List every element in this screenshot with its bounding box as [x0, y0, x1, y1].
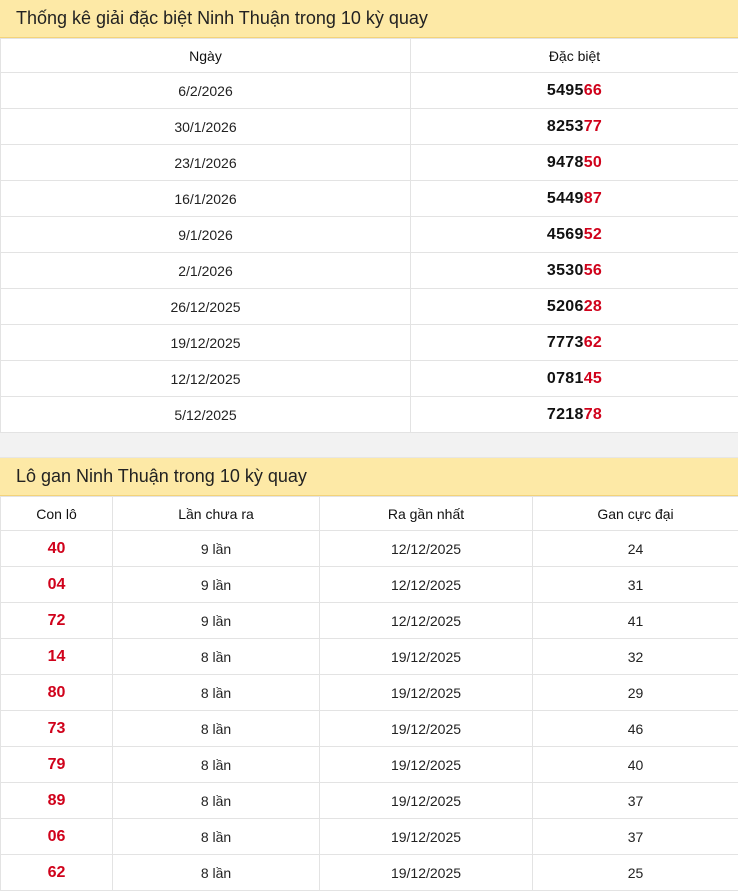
max-gan-cell: 24: [533, 531, 738, 567]
table-row: [1, 217, 738, 253]
column-header-date: Ngày: [1, 39, 411, 73]
lo-number-cell: 80: [1, 675, 113, 711]
column-header-con-lo: Con lô: [1, 497, 113, 531]
prize-head-digits: 5206: [547, 298, 584, 315]
prize-cell: [411, 397, 738, 433]
table-row: [1, 531, 738, 567]
prize-cell: [411, 253, 738, 289]
lo-number-cell: 62: [1, 855, 113, 891]
table-row: [1, 675, 738, 711]
miss-count-cell: 8 lần: [113, 819, 320, 855]
section-divider: [0, 433, 738, 458]
prize-tail-digits: 78: [584, 406, 602, 423]
lo-gan-title: Lô gan Ninh Thuận trong 10 kỳ quay: [0, 458, 738, 496]
table-row: [1, 253, 738, 289]
table-row: [1, 361, 738, 397]
last-seen-cell: 19/12/2025: [320, 747, 533, 783]
prize-cell: [411, 145, 738, 181]
special-prize-rows: [1, 73, 738, 433]
prize-head-digits: 5449: [547, 190, 584, 207]
table-header-row: [1, 39, 738, 73]
miss-count-cell: 8 lần: [113, 783, 320, 819]
table-row: [1, 819, 738, 855]
last-seen-cell: 12/12/2025: [320, 567, 533, 603]
prize-tail-digits: 45: [584, 370, 602, 387]
column-header-prize: Đặc biệt: [411, 39, 738, 73]
prize-tail-digits: 56: [584, 262, 602, 279]
max-gan-cell: 25: [533, 855, 738, 891]
lo-gan-table: [0, 496, 738, 891]
date-cell: 2/1/2026: [1, 253, 411, 289]
prize-head-digits: 7773: [547, 334, 584, 351]
lo-gan-section: [0, 458, 738, 891]
date-cell: 19/12/2025: [1, 325, 411, 361]
last-seen-cell: 12/12/2025: [320, 531, 533, 567]
table-row: [1, 109, 738, 145]
lo-number-cell: 79: [1, 747, 113, 783]
max-gan-cell: 40: [533, 747, 738, 783]
table-row: [1, 397, 738, 433]
max-gan-cell: 41: [533, 603, 738, 639]
table-row: [1, 747, 738, 783]
table-row: [1, 567, 738, 603]
lo-gan-rows: [1, 531, 738, 891]
lo-number-cell: 40: [1, 531, 113, 567]
table-row: [1, 325, 738, 361]
last-seen-cell: 19/12/2025: [320, 711, 533, 747]
column-header-gan-cuc-dai: Gan cực đại: [533, 497, 738, 531]
table-row: [1, 289, 738, 325]
date-cell: 6/2/2026: [1, 73, 411, 109]
last-seen-cell: 12/12/2025: [320, 603, 533, 639]
prize-head-digits: 0781: [547, 370, 584, 387]
table-row: [1, 711, 738, 747]
prize-cell: [411, 217, 738, 253]
prize-cell: [411, 289, 738, 325]
prize-head-digits: 5495: [547, 82, 584, 99]
miss-count-cell: 8 lần: [113, 711, 320, 747]
lo-number-cell: 89: [1, 783, 113, 819]
prize-tail-digits: 50: [584, 154, 602, 171]
prize-cell: [411, 325, 738, 361]
column-header-lan-chua-ra: Lần chưa ra: [113, 497, 320, 531]
table-row: [1, 855, 738, 891]
date-cell: 16/1/2026: [1, 181, 411, 217]
max-gan-cell: 37: [533, 819, 738, 855]
date-cell: 30/1/2026: [1, 109, 411, 145]
max-gan-cell: 32: [533, 639, 738, 675]
table-row: [1, 181, 738, 217]
prize-tail-digits: 66: [584, 82, 602, 99]
prize-tail-digits: 52: [584, 226, 602, 243]
lo-number-cell: 04: [1, 567, 113, 603]
lo-number-cell: 73: [1, 711, 113, 747]
last-seen-cell: 19/12/2025: [320, 783, 533, 819]
last-seen-cell: 19/12/2025: [320, 855, 533, 891]
date-cell: 5/12/2025: [1, 397, 411, 433]
prize-cell: [411, 361, 738, 397]
last-seen-cell: 19/12/2025: [320, 675, 533, 711]
max-gan-cell: 29: [533, 675, 738, 711]
table-row: [1, 603, 738, 639]
prize-cell: [411, 73, 738, 109]
date-cell: 9/1/2026: [1, 217, 411, 253]
prize-cell: [411, 181, 738, 217]
max-gan-cell: 37: [533, 783, 738, 819]
column-header-ra-gan-nhat: Ra gần nhất: [320, 497, 533, 531]
table-header-row: [1, 497, 738, 531]
miss-count-cell: 8 lần: [113, 639, 320, 675]
lo-number-cell: 06: [1, 819, 113, 855]
lo-number-cell: 72: [1, 603, 113, 639]
prize-head-digits: 3530: [547, 262, 584, 279]
date-cell: 23/1/2026: [1, 145, 411, 181]
special-prize-title: Thống kê giải đặc biệt Ninh Thuận trong 10 kỳ quay: [0, 0, 738, 38]
prize-head-digits: 4569: [547, 226, 584, 243]
prize-cell: [411, 109, 738, 145]
prize-tail-digits: 28: [584, 298, 602, 315]
last-seen-cell: 19/12/2025: [320, 639, 533, 675]
table-row: [1, 73, 738, 109]
miss-count-cell: 8 lần: [113, 675, 320, 711]
date-cell: 26/12/2025: [1, 289, 411, 325]
miss-count-cell: 9 lần: [113, 531, 320, 567]
miss-count-cell: 8 lần: [113, 747, 320, 783]
miss-count-cell: 9 lần: [113, 567, 320, 603]
prize-head-digits: 7218: [547, 406, 584, 423]
table-row: [1, 639, 738, 675]
max-gan-cell: 31: [533, 567, 738, 603]
prize-tail-digits: 77: [584, 118, 602, 135]
special-prize-table: [0, 38, 738, 433]
lo-number-cell: 14: [1, 639, 113, 675]
miss-count-cell: 8 lần: [113, 855, 320, 891]
table-row: [1, 145, 738, 181]
table-row: [1, 783, 738, 819]
prize-head-digits: 8253: [547, 118, 584, 135]
special-prize-section: [0, 0, 738, 433]
miss-count-cell: 9 lần: [113, 603, 320, 639]
date-cell: 12/12/2025: [1, 361, 411, 397]
last-seen-cell: 19/12/2025: [320, 819, 533, 855]
prize-head-digits: 9478: [547, 154, 584, 171]
max-gan-cell: 46: [533, 711, 738, 747]
prize-tail-digits: 62: [584, 334, 602, 351]
prize-tail-digits: 87: [584, 190, 602, 207]
